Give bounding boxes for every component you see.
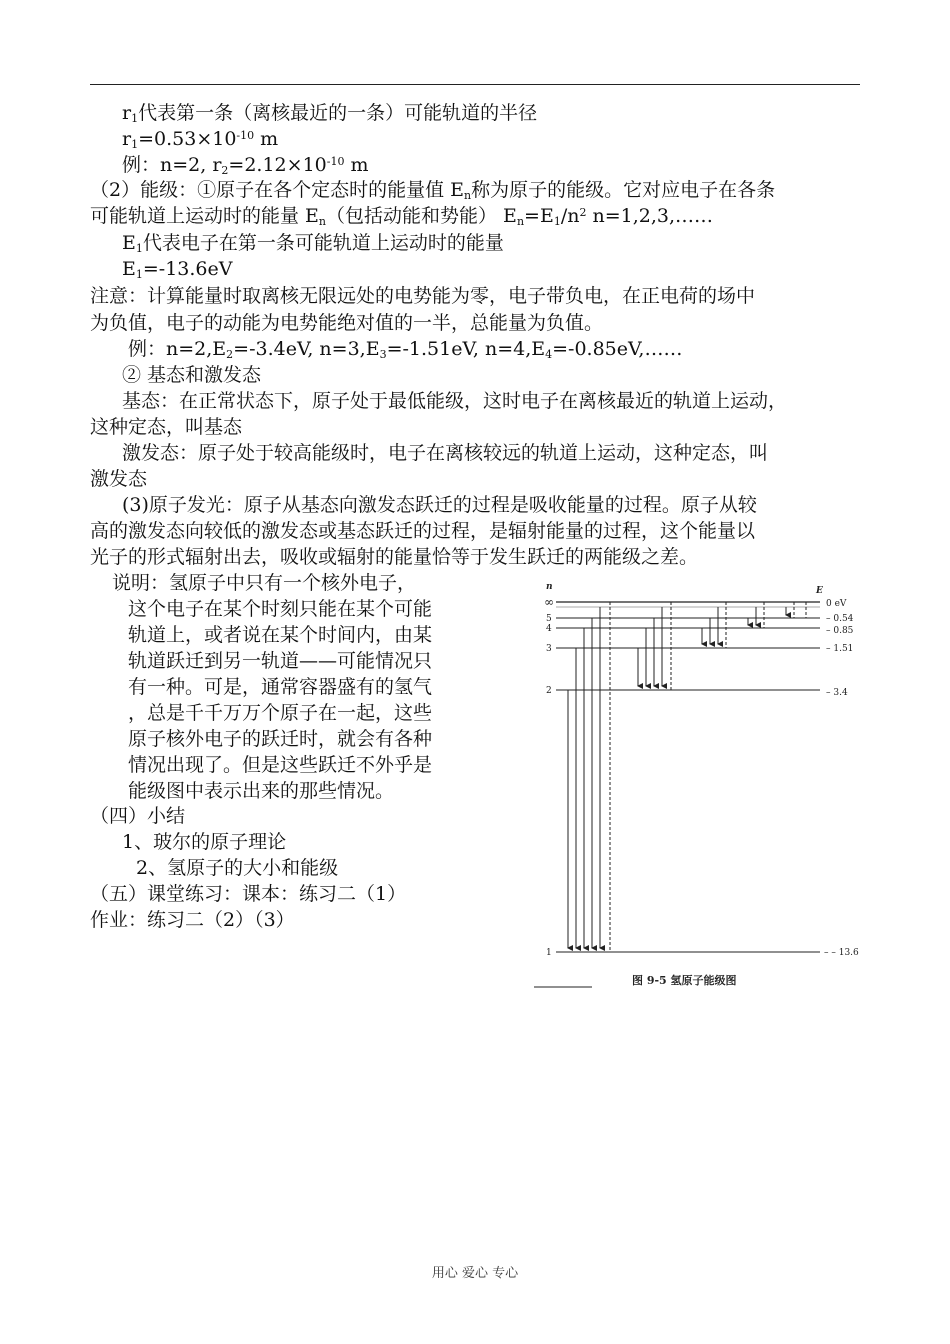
level-energy-label: – 1.51 xyxy=(826,644,854,654)
homework-line: 作业：练习二（2）（3） xyxy=(90,909,295,931)
level-n-label: 4 xyxy=(546,624,552,634)
list-item: 1、玻尔的原子理论 xyxy=(122,831,287,853)
text-line: 可能轨道上运动时的能量 $E_n$（包括动能和势能） $E_n=E_1/n^2$ n=1,2,3,…… xyxy=(90,205,714,228)
text-line: 这个电子在某个时刻只能在某个可能 xyxy=(128,598,433,620)
text-line: 为负值，电子的动能为电势能绝对值的一半，总能量为负值。 xyxy=(90,312,604,334)
text-line: ，总是千千万万个原子在一起，这些 xyxy=(128,702,433,724)
text-line: 轨道跃迁到另一轨道——可能情况只 xyxy=(128,650,433,672)
n-axis-label: n xyxy=(546,582,553,592)
section-heading: （四）小结 xyxy=(90,805,186,827)
level-n-label: 3 xyxy=(546,644,552,654)
text-line: 光子的形式辐射出去，吸收或辐射的能量恰等于发生跃迁的两能级之差。 xyxy=(90,546,699,568)
text-line: 轨道上，或者说在某个时间内，由某 xyxy=(128,624,433,646)
text-line: 原子核外电子的跃迁时，就会有各种 xyxy=(128,728,433,750)
level-energy-label: – 0.54 xyxy=(826,614,854,624)
level-energy-label: 0 eV xyxy=(826,599,847,609)
text-line: 激发态：原子处于较高能级时，电子在离核较远的轨道上运动，这种定态，叫 xyxy=(122,442,769,464)
text-line: 例：n=2, $r_2=2.12\times 10^{-10}$ m xyxy=(122,154,369,177)
text-line: $r_1$代表第一条（离核最近的一条）可能轨道的半径 xyxy=(122,102,538,125)
text-line: ② 基态和激发态 xyxy=(122,364,262,386)
text-line: 高的激发态向较低的激发态或基态跃迁的过程，是辐射能量的过程，这个能量以 xyxy=(90,520,756,542)
energy-level-diagram xyxy=(528,578,864,990)
text-line: 情况出现了。但是这些跃迁不外乎是 xyxy=(128,754,433,776)
level-n-label: 5 xyxy=(546,614,552,624)
level-energy-label: – 3.4 xyxy=(826,688,848,698)
text-line: 激发态 xyxy=(90,468,148,490)
level-energy-label: – – 13.6 xyxy=(824,948,859,958)
text-line: 有一种。可是，通常容器盛有的氢气 xyxy=(128,676,433,698)
text-line: $E_1=-13.6eV$ xyxy=(122,258,233,281)
text-line: 这种定态，叫基态 xyxy=(90,416,243,438)
page-footer: 用心 爱心 专心 xyxy=(431,1266,519,1281)
text-line: 能级图中表示出来的那些情况。 xyxy=(128,780,395,802)
figure-caption: 图 9-5 氢原子能级图 xyxy=(632,974,737,987)
exercise-line: （五）课堂练习：课本：练习二（1） xyxy=(90,883,407,905)
text-line: 注意：计算能量时取离核无限远处的电势能为零，电子带负电，在正电荷的场中 xyxy=(90,285,756,307)
level-n-label: 2 xyxy=(546,686,552,696)
level-n-label: 1 xyxy=(546,948,552,958)
text-line: 基态：在正常状态下，原子处于最低能级，这时电子在离核最近的轨道上运动， xyxy=(122,390,788,412)
text-line: （2）能级：①原子在各个定态时的能量值 $E_n$称为原子的能级。它对应电子在各条 xyxy=(90,179,776,202)
text-line: (3)原子发光：原子从基态向激发态跃迁的过程是吸收能量的过程。原子从较 xyxy=(122,494,757,516)
text-line: 说明：氢原子中只有一个核外电子， xyxy=(112,572,417,594)
list-item: 2、氢原子的大小和能级 xyxy=(136,857,339,879)
header-rule xyxy=(90,84,860,85)
level-n-label: ∞ xyxy=(544,595,554,609)
level-energy-label: – 0.85 xyxy=(826,626,854,636)
e-axis-label: E xyxy=(816,586,823,596)
text-line: $E_1$代表电子在第一条可能轨道上运动时的能量 xyxy=(122,232,504,255)
text-line: 例：$n=2,E_2=-3.4eV$, $n=3,E_3=-1.51eV$, $n=4,E_4=-0.85eV,\dots\dots$ xyxy=(128,338,683,361)
text-line: $r_1=0.53\times 10^{-10}$ m xyxy=(122,128,279,151)
